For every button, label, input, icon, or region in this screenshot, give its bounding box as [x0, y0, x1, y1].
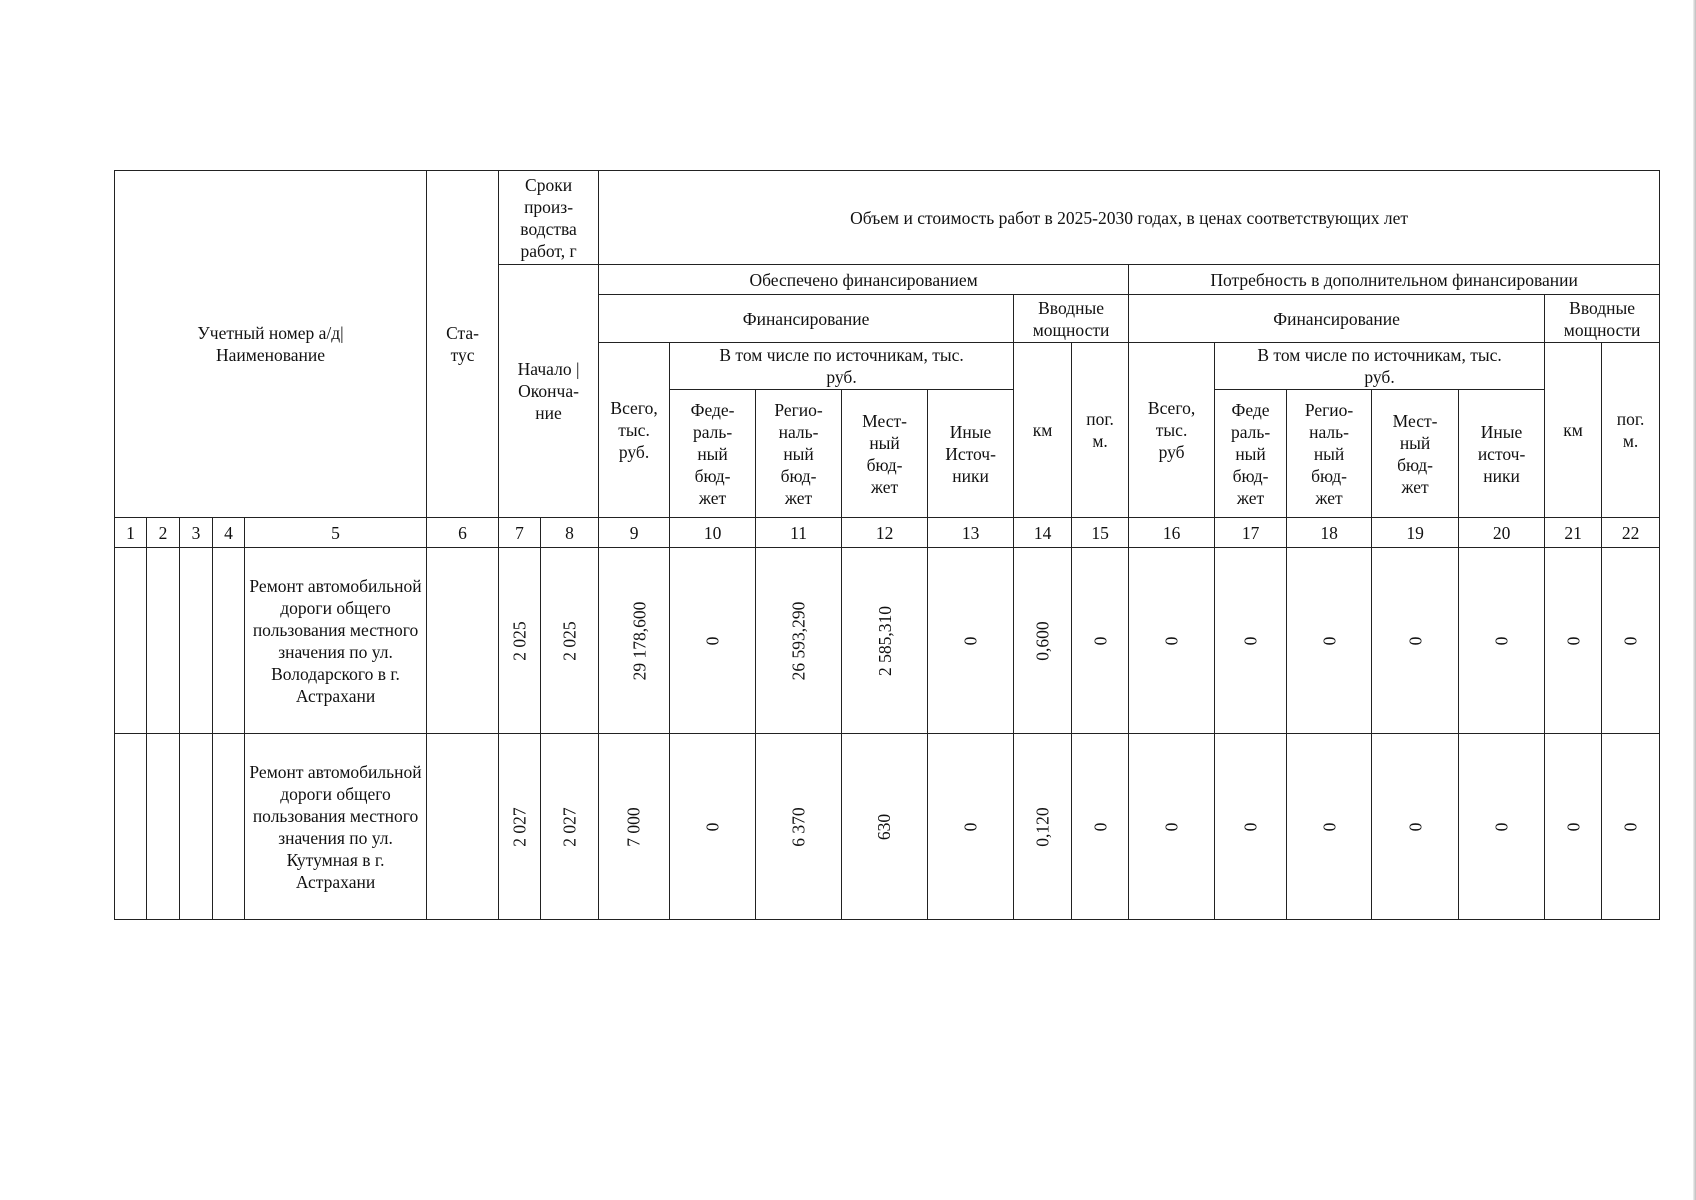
header-secured: Обеспечено финансированием: [599, 265, 1129, 295]
header-additional: Потребность в дополнительном финансировании: [1129, 265, 1660, 295]
cell-col3: [180, 548, 213, 734]
cell-add-total: [1129, 734, 1215, 920]
header-local-secured: Мест- ный бюд- жет: [842, 390, 928, 518]
column-number: 14: [1014, 518, 1072, 548]
end-year-value: 2 025: [559, 620, 580, 661]
cell-start-year: [499, 548, 541, 734]
cell-km: [1014, 734, 1072, 920]
cell-start-year: [499, 734, 541, 920]
cell-federal: [670, 734, 756, 920]
header-regional-additional: Регио- наль- ный бюд- жет: [1287, 390, 1372, 518]
column-number: 21: [1545, 518, 1602, 548]
cell-add-pog-m: [1602, 734, 1660, 920]
add-local-value: 0: [1405, 636, 1426, 645]
cell-add-regional: [1287, 548, 1372, 734]
other-value: 0: [960, 636, 981, 645]
header-status: Ста- тус: [427, 171, 499, 518]
cell-end-year: [541, 734, 599, 920]
column-number: 11: [756, 518, 842, 548]
cell-add-local: [1372, 548, 1459, 734]
cell-km: [1014, 548, 1072, 734]
add-km-value: 0: [1563, 636, 1584, 645]
start-year-value: 2 027: [509, 806, 530, 847]
cell-other: [928, 548, 1014, 734]
add-other-value: 0: [1491, 636, 1512, 645]
total-value: 29 178,600: [629, 601, 650, 680]
header-federal-secured: Феде- раль- ный бюд- жет: [670, 390, 756, 518]
local-value: 2 585,310: [874, 605, 895, 676]
add-other-value: 0: [1491, 822, 1512, 831]
header-km-additional: км: [1545, 343, 1602, 518]
pog-m-value: 0: [1090, 822, 1111, 831]
add-federal-value: 0: [1240, 636, 1261, 645]
column-number: 12: [842, 518, 928, 548]
cell-add-km: [1545, 734, 1602, 920]
column-number: 8: [541, 518, 599, 548]
cell-add-other: [1459, 548, 1545, 734]
column-number: 16: [1129, 518, 1215, 548]
header-regional-secured: Регио- наль- ный бюд- жет: [756, 390, 842, 518]
cell-total: [599, 734, 670, 920]
header-other-additional: Иные источ- ники: [1459, 390, 1545, 518]
header-km-secured: км: [1014, 343, 1072, 518]
cell-col2: [147, 548, 180, 734]
column-number: 17: [1215, 518, 1287, 548]
header-local-additional: Мест- ный бюд- жет: [1372, 390, 1459, 518]
cell-col3: [180, 734, 213, 920]
column-number: 2: [147, 518, 180, 548]
header-by-sources-secured: В том числе по источникам, тыс. руб.: [670, 343, 1014, 390]
regional-value: 26 593,290: [788, 601, 809, 680]
cell-end-year: [541, 548, 599, 734]
federal-value: 0: [702, 636, 723, 645]
column-number: 6: [427, 518, 499, 548]
header-capacity-additional: Вводные мощности: [1545, 295, 1660, 343]
header-account-name: Учетный номер а/д| Наименование: [115, 171, 427, 518]
header-federal-additional: Феде раль- ный бюд- жет: [1215, 390, 1287, 518]
cell-federal: [670, 548, 756, 734]
header-volume-cost: Объем и стоимость работ в 2025-2030 годах, в ценах соответствующих лет: [599, 171, 1660, 265]
header-capacity-secured: Вводные мощности: [1014, 295, 1129, 343]
column-number: 3: [180, 518, 213, 548]
cell-regional: [756, 548, 842, 734]
cell-pog-m: [1072, 734, 1129, 920]
table-row: [115, 548, 1660, 734]
column-number: 15: [1072, 518, 1129, 548]
column-number: 19: [1372, 518, 1459, 548]
road-repair-table: [114, 170, 1660, 920]
cell-road-name: Ремонт автомобильной дороги общего пользования местного значения по ул. Кутумная в г. Астрахани: [245, 734, 427, 920]
cell-add-regional: [1287, 734, 1372, 920]
cell-col4: [213, 548, 245, 734]
column-number: 22: [1602, 518, 1660, 548]
header-terms: Сроки произ- водства работ, г: [499, 171, 599, 265]
cell-add-total: [1129, 548, 1215, 734]
column-number: 1: [115, 518, 147, 548]
add-km-value: 0: [1563, 822, 1584, 831]
cell-add-other: [1459, 734, 1545, 920]
regional-value: 6 370: [788, 806, 809, 847]
column-number: 20: [1459, 518, 1545, 548]
header-total-secured: Всего, тыс. руб.: [599, 343, 670, 518]
header-financing-additional: Финансирование: [1129, 295, 1545, 343]
column-number: 5: [245, 518, 427, 548]
header-pog-m-additional: пог. м.: [1602, 343, 1660, 518]
start-year-value: 2 025: [509, 620, 530, 661]
add-local-value: 0: [1405, 822, 1426, 831]
add-pog-m-value: 0: [1620, 636, 1641, 645]
cell-add-local: [1372, 734, 1459, 920]
km-value: 0,600: [1032, 620, 1053, 661]
column-number: 10: [670, 518, 756, 548]
cell-local: [842, 734, 928, 920]
header-financing-secured: Финансирование: [599, 295, 1014, 343]
column-number: 18: [1287, 518, 1372, 548]
column-number-row: [115, 518, 1660, 548]
cell-local: [842, 548, 928, 734]
column-number: 9: [599, 518, 670, 548]
add-pog-m-value: 0: [1620, 822, 1641, 831]
other-value: 0: [960, 822, 981, 831]
header-start-end: Начало | Оконча- ние: [499, 265, 599, 518]
end-year-value: 2 027: [559, 806, 580, 847]
cell-col2: [147, 734, 180, 920]
km-value: 0,120: [1032, 806, 1053, 847]
cell-total: [599, 548, 670, 734]
cell-pog-m: [1072, 548, 1129, 734]
header-by-sources-additional: В том числе по источникам, тыс. руб.: [1215, 343, 1545, 390]
column-number: 7: [499, 518, 541, 548]
cell-road-name: Ремонт автомобильной дороги общего пользования местного значения по ул. Володарского в г. Астрахани: [245, 548, 427, 734]
cell-status: [427, 548, 499, 734]
header-pog-m-secured: пог. м.: [1072, 343, 1129, 518]
cell-add-km: [1545, 548, 1602, 734]
cell-col1: [115, 734, 147, 920]
header-total-additional: Всего, тыс. руб: [1129, 343, 1215, 518]
total-value: 7 000: [624, 806, 645, 847]
add-total-value: 0: [1161, 636, 1182, 645]
pog-m-value: 0: [1090, 636, 1111, 645]
cell-regional: [756, 734, 842, 920]
cell-add-federal: [1215, 734, 1287, 920]
add-federal-value: 0: [1240, 822, 1261, 831]
add-regional-value: 0: [1319, 822, 1340, 831]
cell-add-federal: [1215, 548, 1287, 734]
add-total-value: 0: [1161, 822, 1182, 831]
cell-col1: [115, 548, 147, 734]
cell-col4: [213, 734, 245, 920]
add-regional-value: 0: [1319, 636, 1340, 645]
federal-value: 0: [702, 822, 723, 831]
cell-other: [928, 734, 1014, 920]
cell-status: [427, 734, 499, 920]
header-other-secured: Иные Источ- ники: [928, 390, 1014, 518]
column-number: 13: [928, 518, 1014, 548]
cell-add-pog-m: [1602, 548, 1660, 734]
local-value: 630: [874, 813, 895, 840]
table-row: [115, 734, 1660, 920]
column-number: 4: [213, 518, 245, 548]
